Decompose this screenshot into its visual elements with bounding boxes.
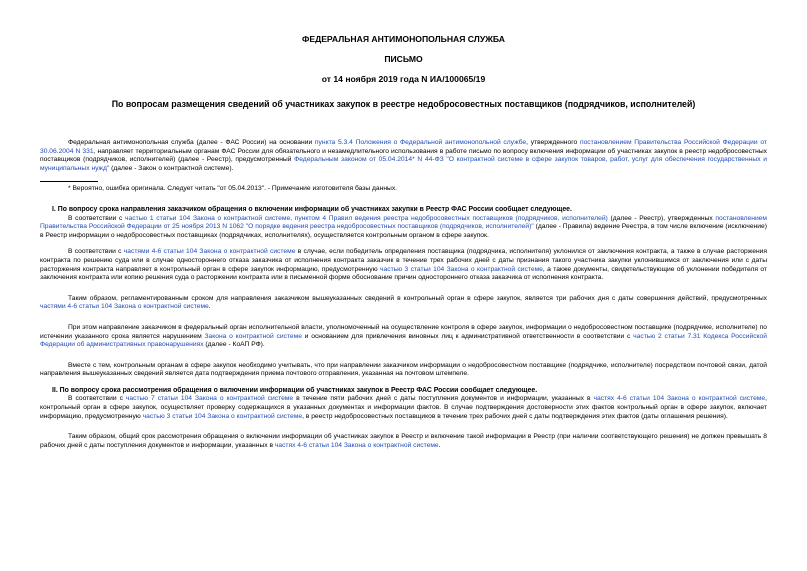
s1p4-text-1: При этом направление заказчиком в федеральный орган исполнительной власти, уполномоченный на осуществление контроля в сфере закупок, информации о недобросовестном поставщике (подрядчике, исполнителе) по истечении указанного срока является нарушением [40,323,767,340]
s1p3-text-1: Таким образом, регламентированным сроком для направления заказчиком вышеуказанных сведений в контрольный орган в сфере закупок, является три рабочих дня с даты совершения действий, предусмотренных [68,294,767,302]
intro-text-1: Федеральная антимонопольная служба (далее - ФАС России) на основании [68,139,315,146]
s2p1-text-4: , в реестр недобросовестных поставщиков в течение трех рабочих дней с даты подтверждения этих фактов (даты оглашения решения). [302,412,728,420]
document-type: ПИСЬМО [384,54,423,64]
intro-text-4: (далее - Закон о контрактной системе). [109,164,234,172]
s2p1-text-1: В соответствии с [68,395,126,403]
section-1-paragraph-2 [40,248,767,282]
link-art104-part3[interactable]: частью 3 статьи 104 Закона о контрактной системе [380,265,543,273]
s1p3-text-2: . [208,303,211,311]
link-fas-regulation[interactable]: пункта 5.3.4 Положения о Федеральной антимонопольной службе [314,139,527,146]
section-2-paragraph-1 [40,395,767,421]
link-contract-system-law[interactable]: Закона о контрактной системе [204,332,302,340]
intro-text-3: , направляет территориальным органам ФАС России для обязательного и незамедлительного использования в работе письмо по вопросу включения информации об участниках закупок в реестр недобросовестных поставщиков (подрядчиков, исполнителей) (далее - Реестр), предусмотренный [40,147,767,164]
s1p1-text-2: (далее - Реестр), утвержденных [607,214,716,222]
s1p2-text-1: В соответствии с [68,248,124,256]
section-1-paragraph-5: Вместе с тем, контрольным органам в сфере закупок необходимо учитывать, что при направлении заказчиком информации о недобросовестном поставщике (подрядчике, исполнителе) посредством почтовой связи, датой направления вышеуказанных сведений является дата подтверждения приема почтового отправления, указанная на почтовом штемпеле. [40,361,767,378]
section-1-paragraph-3 [40,295,767,312]
link-art104-parts4-6-c[interactable]: частях 4-6 статьи 104 Закона о контрактной системе [593,395,766,403]
s1p1-text-3: (далее - Правила) ведение Реестра, в том числе включение (исключение) в Реестр информации о недобросовестных поставщиках (подрядчиках, исполнителях), осуществляется контрольным органом в сфере закупок. [40,223,767,239]
footnote: * Вероятно, ошибка оригинала. Следует читать "от 05.04.2013". - Примечание изготовителя базы данных. [68,185,398,193]
section-1-paragraph-1 [40,215,767,241]
intro-text-2: , утвержденного [526,139,580,146]
link-art104-parts4-6-b[interactable]: частями 4-6 статьи 104 Закона о контрактной системе [40,303,209,311]
link-art104-parts4-6-d[interactable]: частях 4-6 статьи 104 Закона о контрактной системе [274,441,439,449]
link-federal-law-44fz[interactable]: Федеральным законом от 05.04.2014* N 44-ФЗ "О контрактной системе в сфере закупок товаров, работ, услуг для обеспечения государственных и муниципальных нужд" [40,156,768,172]
s2p2-text-2: . [438,441,441,449]
link-government-decree-1062[interactable]: постановлением Правительства Российской Федерации от 25 ноября 2013 N 1062 "О порядке ведения реестра недобросовестных поставщиков (подрядчиков, исполнителей)" [40,214,767,231]
section-1-heading: I. По вопросу срока направления заказчиком обращения о включении информации об участниках закупки в Реестр ФАС России сообщает следующее. [52,205,572,213]
link-art104-part1[interactable]: частью 1 статьи 104 Закона о контрактной системе, пунктом 4 Правил ведения реестра недобросовестных поставщиков (подрядчиков, исполнителей) [125,214,608,222]
document-title: По вопросам размещения сведений об участниках закупок в реестре недобросовестных поставщиков (подрядчиков, исполнителей) [111,99,696,109]
s1p4-text-2: и основанием для привлечения виновных лиц к административной ответственности в соответствии с [301,332,634,340]
s1p2-text-2: в случае, если победитель определения поставщика (подрядчика, исполнителя) уклонился от заключения контракта, а также в случае расторжения контракта по решению суда или в случае одностороннего отказа заказчика от исполнения контракта заказчик в течение трех рабочих дней с даты признания такого участника закупки уклонившимся от заключения или с даты расторжения контракта направляет в контрольный орган в сфере закупок информацию, предусмотренную [40,248,768,273]
link-art104-part3-b[interactable]: частью 3 статьи 104 Закона о контрактной системе [142,412,303,420]
document-date-number: от 14 ноября 2019 года N ИА/100065/19 [321,74,486,84]
link-art104-parts4-6[interactable]: частями 4-6 статьи 104 Закона о контрактной системе [123,248,296,256]
s2p1-text-3: , контрольный орган в сфере закупок, осуществляет проверку содержащихся в указанных документах и информации фактов. В случае подтверждения достоверности этих фактов контрольный орган в сфере закупок, включает информацию, предусмотренную [40,395,767,420]
s1p2-text-3: , а также документы, свидетельствующие об уклонении победителя от заключения контракта или копию решения суда о расторжении контракта или в письменной форме обоснование причин одностороннего отказа заказчика от исполнения контракта. [40,265,767,282]
section-2-paragraph-2 [40,433,767,450]
link-art104-part7[interactable]: частью 7 статьи 104 Закона о контрактной системе [125,395,294,403]
section-2-heading: II. По вопросу срока рассмотрения обращения о включении информации об участниках закупок в Реестр ФАС России сообщает следующее. [52,386,538,394]
agency-name: ФЕДЕРАЛЬНАЯ АНТИМОНОПОЛЬНАЯ СЛУЖБА [302,34,505,44]
s2p2-text-1: Таким образом, общий срок рассмотрения обращения о включении информации об участниках закупок в Реестр и включение такой информации в Реестр (при наличии соответствующего решения) не должен превышать 8 рабочих дней с даты поступления документов и информации, указанных в [40,433,767,449]
s2p1-text-2: в течение пяти рабочих дней с даты поступления документов и информации, указанных в [293,395,594,403]
section-1-paragraph-4 [40,324,767,350]
s1p1-text-1: В соответствии с [68,214,126,222]
footnote-divider [40,181,98,182]
s1p4-text-3: (далее - КоАП РФ). [203,341,265,349]
intro-paragraph [40,139,767,173]
link-government-decree-331[interactable]: постановлением Правительства Российской Федерации от 30.06.2004 N 331 [40,139,767,155]
link-koap-art7-31[interactable]: частью 2 статьи 7.31 Кодекса Российской Федерации об административных правонарушениях [40,332,767,349]
